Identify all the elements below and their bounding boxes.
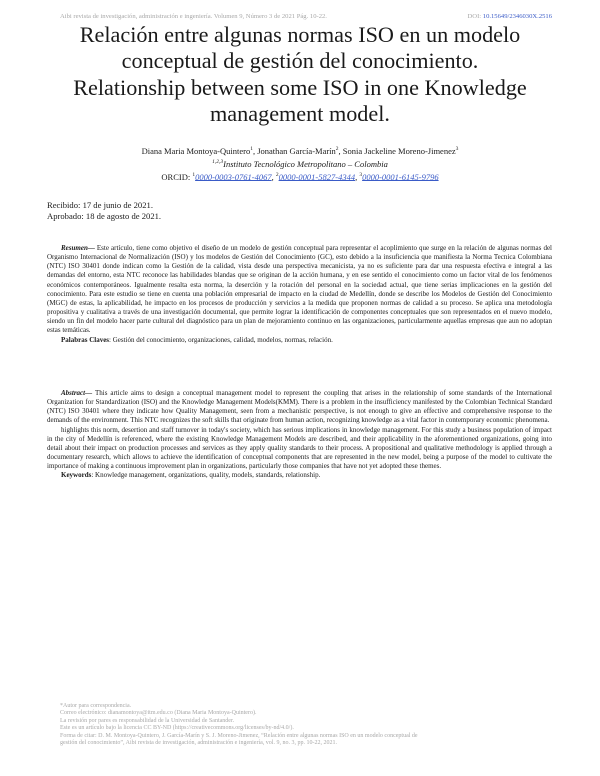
affiliation-sup: 1,2,3 <box>212 158 224 165</box>
abstract-en-text: This article aims to design a conceptual management model to represent the coupling that arises in the relationship of some standards of the International Organization for Standardization (ISO) and the Knowledge Management Models(KMM). There is a problem in the insufficiency manifested by the Colombian Technical Standard (NTC) ISO 30401 where they indicate how Quality Management, seen from a mechanistic perspective, is not enough to give an effective and comprehensive response to the demands of the environment. This NTC recognizes the soft skills that originate from human action, recognizing knowledge as a vital factor in contemporary economic phenomena. <box>47 389 552 425</box>
doi-header <box>468 13 552 20</box>
author-sup: 3 <box>455 146 459 152</box>
journal-header: Aibi revista de investigación, administración e ingeniería. Volumen 9, Número 3 de 2021 Pág. 10-22. <box>60 13 327 20</box>
author-name: Jonathan García-Marín <box>257 145 336 156</box>
author-name: Diana Maria Montoya-Quintero <box>141 145 251 156</box>
orcid-label: ORCID: <box>161 171 191 182</box>
abstract-en-paragraph-2: highlights this norm, desertion and staff turnover in today's society, which has serious implications in knowledge management. For this study a business population of impact in the city of Medellín is referenced, where the existing Knowledge Management Models are described, and their applicability in the aforementioned organizations, going into detail about their impact on production processes and services as they apply quality standards to their process. A propositional and qualitative methodology is applied through a documentary research, which allows to achieve the identification of conceptual components that are represented in the new model, being a purpose of the model to cultivate the importance of making a continuous improvement plan in organizations, particularly those companies that have not yet adopted these themes. <box>47 425 552 471</box>
abstract-es-paragraph <box>47 244 552 336</box>
keywords-es-label: Palabras Claves <box>61 335 110 344</box>
orcid-link[interactable]: 0000-0001-5827-4344 <box>278 171 356 182</box>
title-es-line1: Relación entre algunas normas ISO en un modelo <box>79 22 521 47</box>
orcid-sup: 1 <box>192 171 196 178</box>
footnote-line: Forma de citar: D. M. Montoya-Quintero, J. García-Marín y S. J. Moreno-Jimenez, “Relación entre algunas normas ISO en un modelo conceptual de <box>60 732 418 739</box>
dates-block <box>47 200 161 222</box>
footnote-line: *Autor para correspondencia. <box>60 703 132 709</box>
footnote-line: Correo electrónico: dianamontoya@itm.edu.co (Diana Maria Montoya-Quintero). <box>60 710 257 717</box>
keywords-en-label: Keywords <box>61 471 92 480</box>
footnotes <box>60 703 560 747</box>
keywords-es-text: : Gestión del conocimiento, organizaciones, calidad, modelos, normas, relación. <box>109 335 333 344</box>
author-list: Diana Maria Montoya-Quintero$^1$, Jonathan García-Marín$^2$, Sonia Jackeline Moreno-Jimenez$^3$ <box>141 145 459 156</box>
abstract-es <box>47 244 552 345</box>
author-sup: 2 <box>335 146 339 152</box>
paper-title <box>40 22 560 128</box>
keywords-en <box>47 471 552 480</box>
abstract-en-heading: Abstract— <box>61 389 93 397</box>
abstract-en-paragraph <box>47 389 552 426</box>
footnote-line: La revisión por pares es responsabilidad de la Universidad de Santander. <box>60 717 235 724</box>
title-en-line2: management model. <box>210 101 390 127</box>
affiliation <box>40 157 560 170</box>
orcid-line: ORCID: $^1$0000-0003-0761-4067, $^2$0000-0001-5827-4344, $^3$0000-0001-6145-9796 <box>161 171 439 182</box>
footnote-line: Este es un artículo bajo la licencia CC BY-ND (https://creativecommons.org/licenses/by-nd/4.0/). <box>60 725 294 732</box>
received-date: Recibido: 17 de junio de 2021. <box>47 200 153 210</box>
orcid-link[interactable]: 0000-0001-6145-9796 <box>362 171 439 182</box>
author-sup: 1 <box>250 146 253 152</box>
affiliation-text: Instituto Tecnológico Metropolitano – Colombia <box>223 158 388 169</box>
abstract-es-text: Este artículo, tiene como objetivo el diseño de un modelo de gestión conceptual para representar el acoplimiento que surge en la relación de algunas normas del Organismo Internacional de Normalización (ISO) y los modelos de Gestión del Conocimiento (GC), esto debido a la insuficiencia que manifiesta la Norma Tecnica Colombiana (NTC) ISO 30401 donde indican como la Gestión de la calidad, vista desde una perspectiva mecanicista, ya no es suficiente para dar una respuesta efectiva e integral a las demandas del entorno, esta NTC reconoce las habilidades blandas que se originan de la acción humana, y en ese sentido el conocimiento como un factor vital de los fenómenos económicos contemporáneos. Igualmente resalta esta norma, la deserción y la rotación del personal en la sociedad actual, que tiene serias implicaciones en la gestión del conocimiento. Para este estudio se tiene en cuenta una población empresarial de impacto en la ciudad de Medellín, donde se describe los Modelos de Gestión del Conocimiento (MGC) de estas, la aplicabilidad, he impacto en los procesos de producción y servicios a la medida que proponen normas de calidad a su proceso. Se aplica una metodología propositiva y cualitativa a través de una investigación documental, que permite lograr la identificación de componentes conceptuales que son representados en el nuevo modelo, siendo un fin del modelo hacer parte cultural del diagnóstico para un plan de mejoramiento continuo en las organizaciones, particularmente aquellas empresas que aun no adoptan estas temáticas. <box>47 244 552 335</box>
abstract-es-heading: Resumen— <box>61 244 95 252</box>
abstract-en <box>47 389 552 481</box>
author-name: Sonia Jackeline Moreno-Jimenez <box>342 145 456 156</box>
title-en-line1: Relationship between some ISO in one Knowledge <box>73 74 527 100</box>
keywords-en-text: : Knowledge management, organizations, quality, models, standards, relationship. <box>91 471 321 480</box>
doi-label: DOI: <box>467 13 482 20</box>
title-es-line2: conceptual de gestión del conocimiento. <box>121 48 479 74</box>
footnote-line: gestión del conocimiento”, Aibi revista de investigación, administración e ingeniería, vol. 9, no. 3, pp. 10-22, 2021. <box>60 740 337 747</box>
orcid-link[interactable]: 0000-0003-0761-4067 <box>195 171 272 182</box>
author-block <box>40 144 560 182</box>
keywords-es <box>47 336 552 345</box>
approved-date: Aprobado: 18 de agosto de 2021. <box>47 211 162 222</box>
orcid-sup: 2 <box>275 171 279 178</box>
orcid-sup: 3 <box>359 171 363 178</box>
doi-link[interactable]: 10.15649/2346030X.2516 <box>482 13 552 20</box>
